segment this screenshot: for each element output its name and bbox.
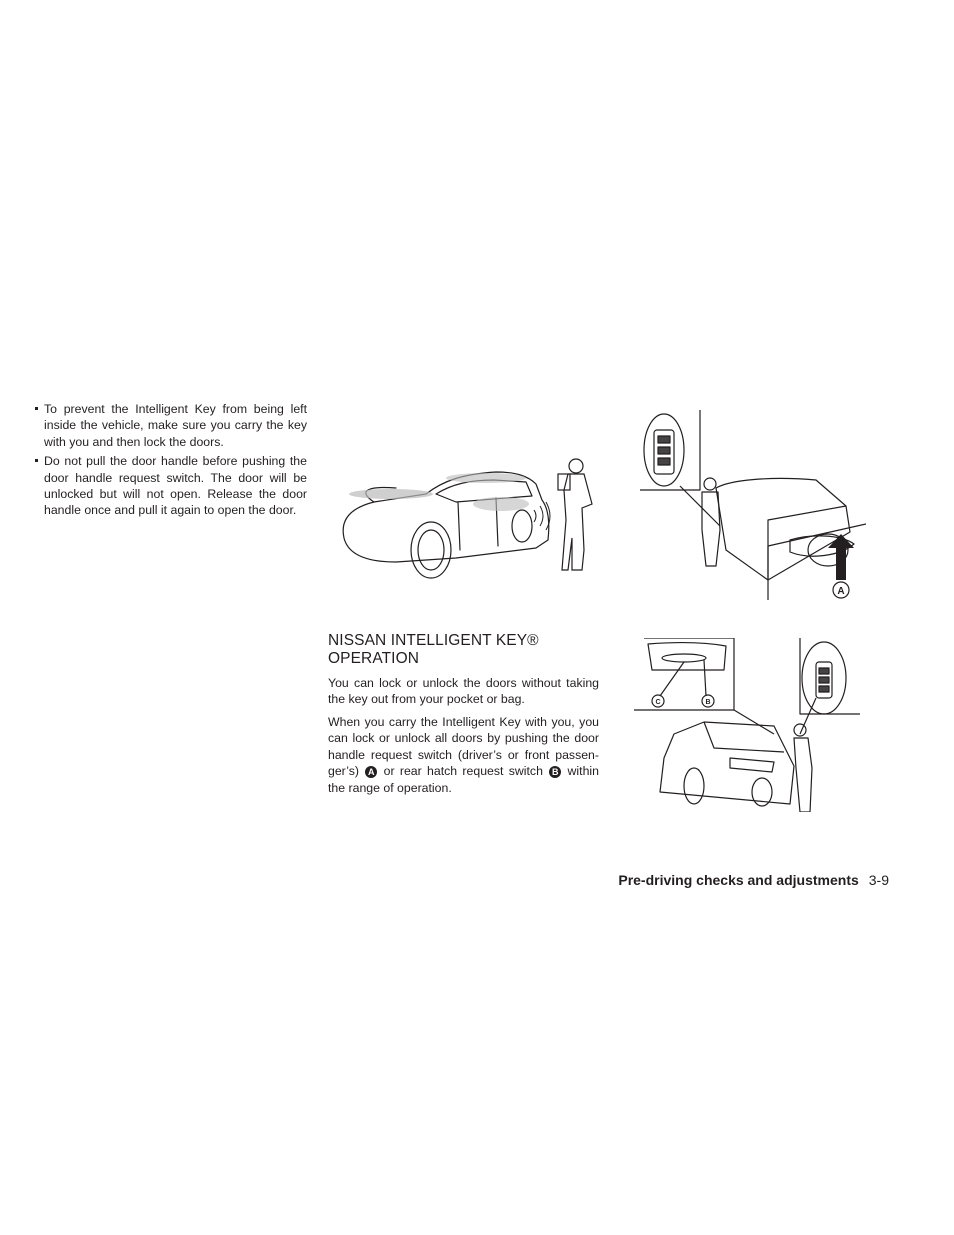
bullet-dot-icon <box>35 459 38 462</box>
operation-paragraph: When you carry the Intelligent Key with you, you can lock or unlock all doors by pushing the door handle request switch (driver’s or front passen-ger’s) A or rear hatch request switch B within the range of operation. <box>328 715 599 795</box>
bullet-list <box>35 401 307 522</box>
chapter-title: Pre-driving checks and adjustments <box>618 872 859 888</box>
section-heading: NISSAN INTELLIGENT KEY® OPERATION <box>328 632 539 667</box>
bullet-dot-icon <box>35 407 38 410</box>
figure-door-handle-switch <box>640 410 866 602</box>
bullet-item: To prevent the Intelligent Key from being left inside the vehicle, make sure you carry the key with you and then lock the doors. <box>35 401 307 450</box>
callout-a-label: A <box>837 586 845 597</box>
callout-b-label: B <box>705 699 711 706</box>
figure-rear-hatch-switch <box>634 638 860 812</box>
callout-c-label: C <box>655 699 661 706</box>
callout-b-icon: B <box>549 766 561 778</box>
page-footer <box>618 872 889 888</box>
intro-paragraph: You can lock or unlock the doors without taking the key out from your pocket or bag. <box>328 676 599 707</box>
figure-key-range-illustration <box>336 450 598 582</box>
page-number: 3-9 <box>868 872 889 888</box>
bullet-item: Do not pull the door handle before pushing the door handle request switch. The door will be unlocked but will not open. Release the door handle once and pull it again to open the door. <box>35 453 307 519</box>
callout-a-icon: A <box>365 766 377 778</box>
